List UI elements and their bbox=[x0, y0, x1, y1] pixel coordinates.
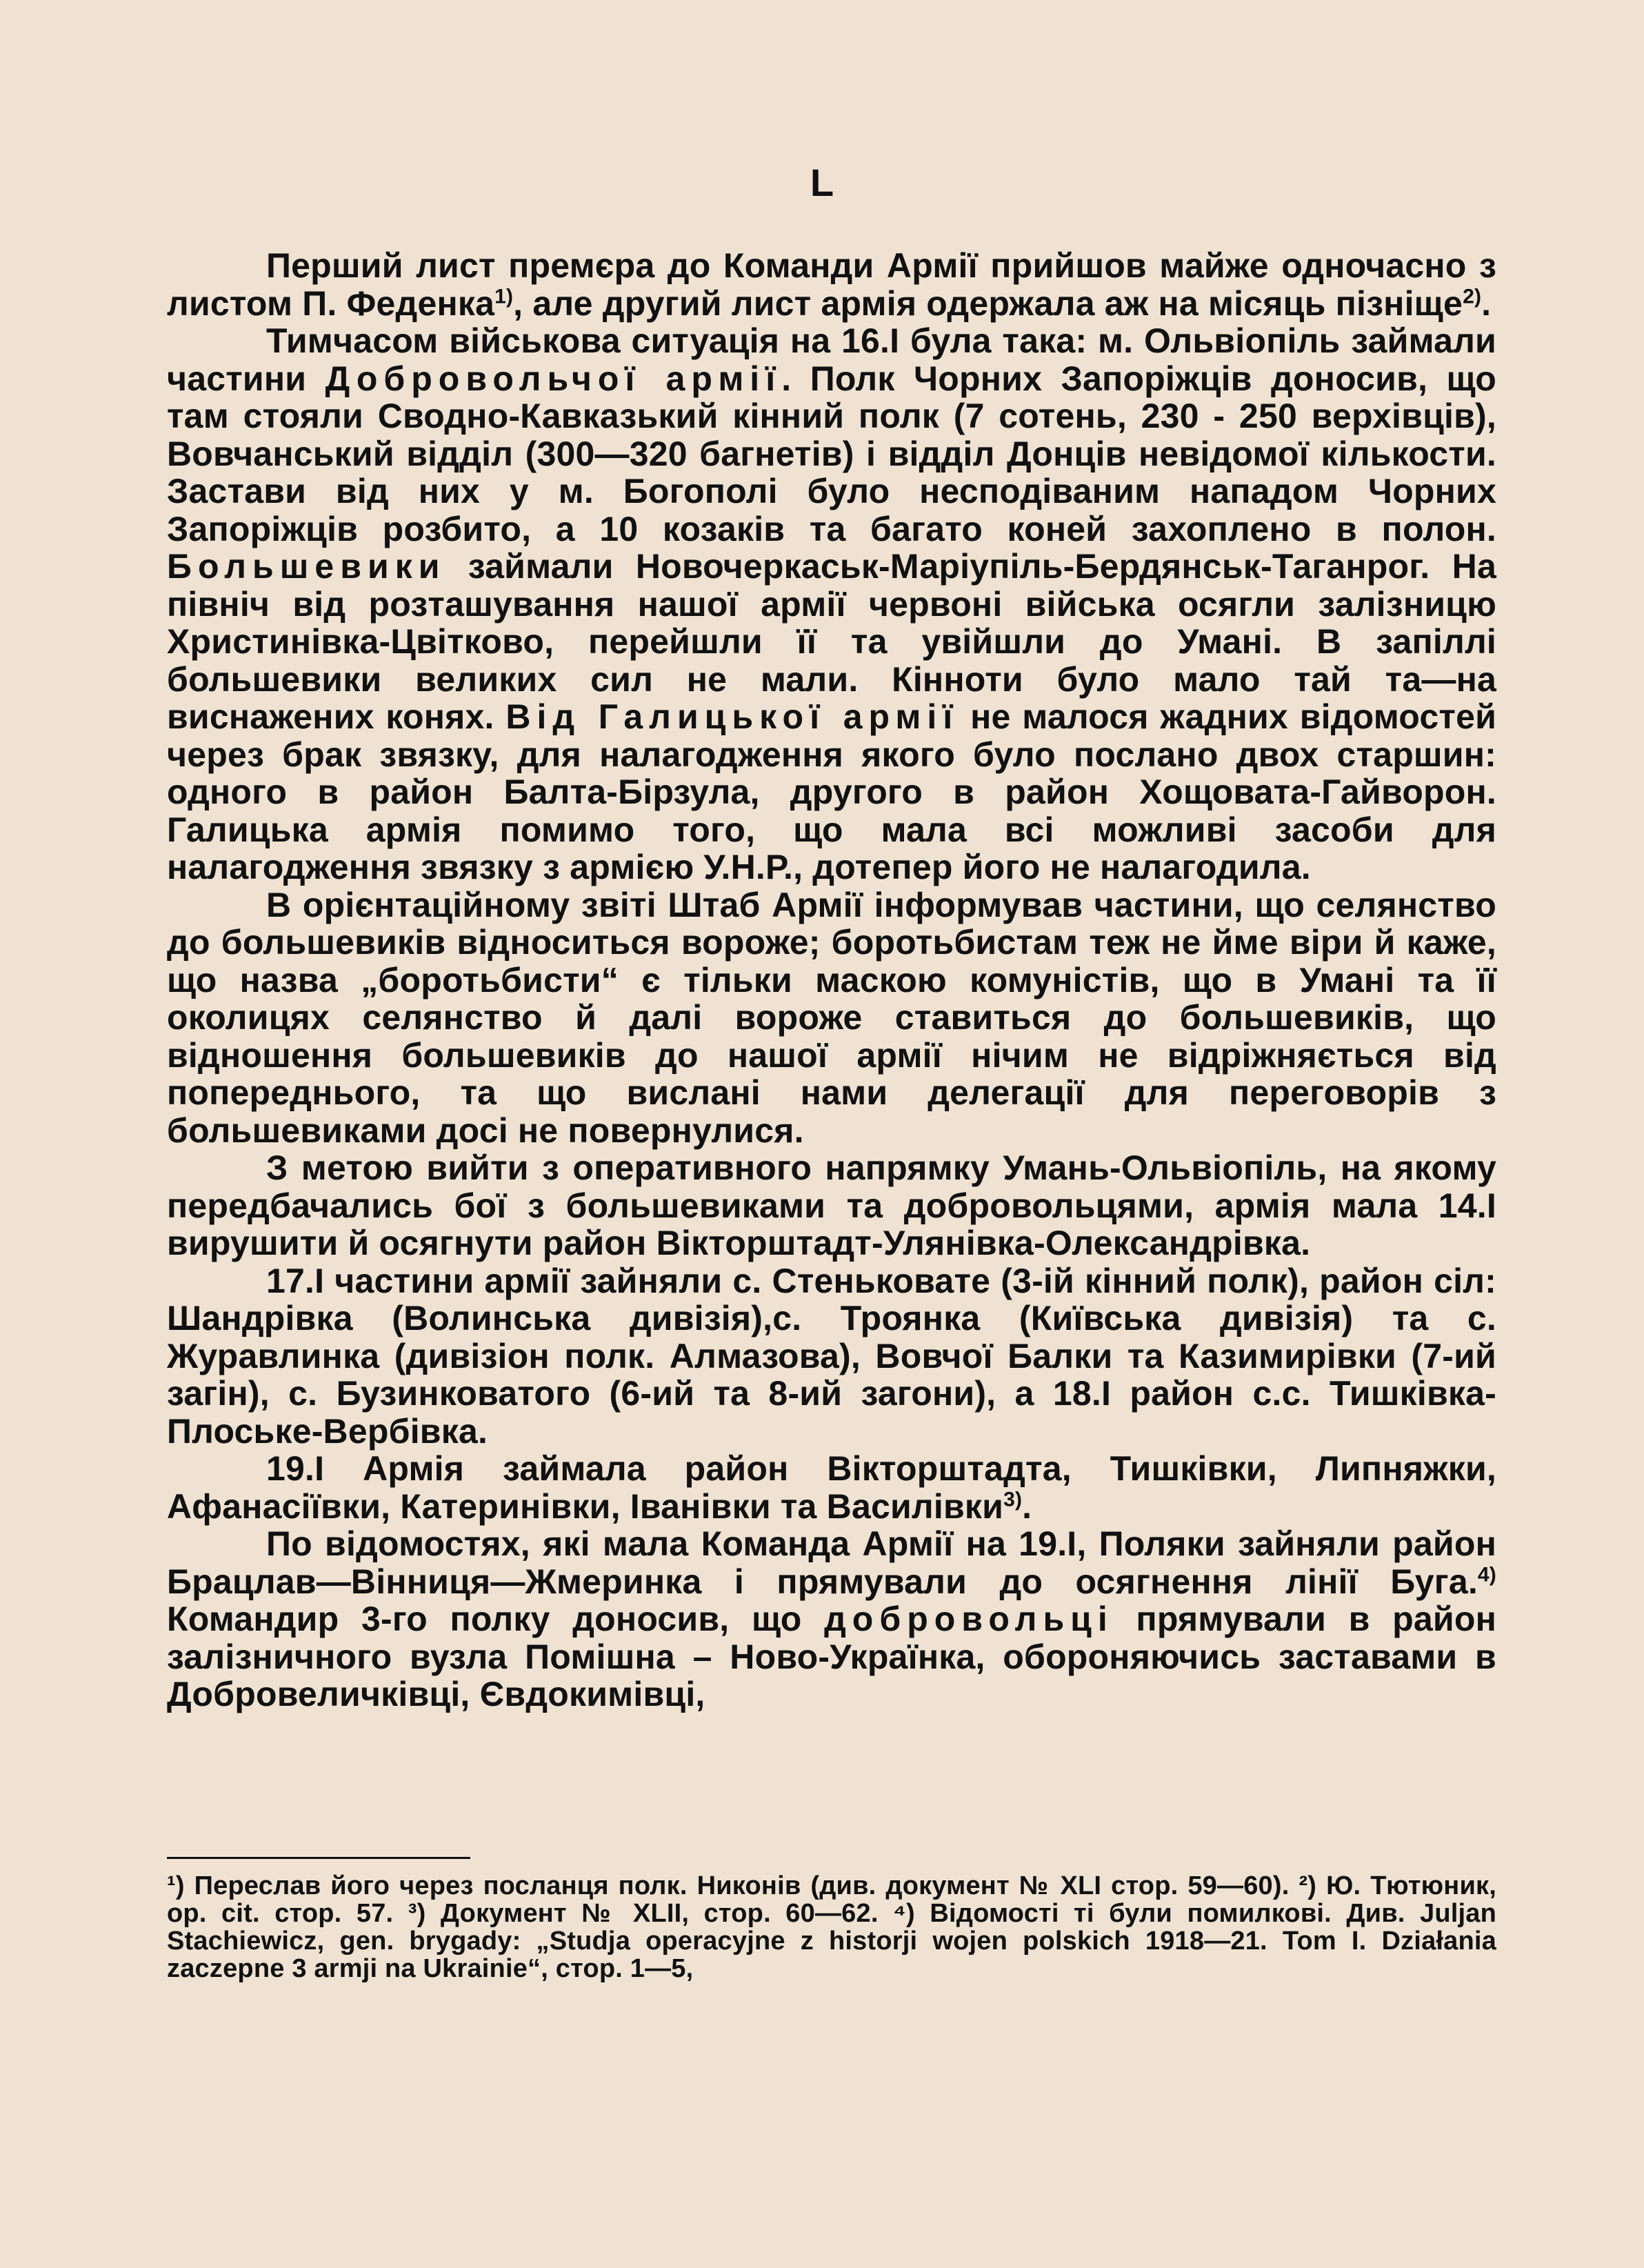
page-number: L bbox=[810, 161, 834, 204]
paragraph-2: Тимчасом військова ситуація на 16.I була така: м. Ольвіопіль займали частини Добровольчої армії. Полк Чорних Запоріжців доносив, що там стояли Сводно-Кавказький кінний полк (7 сотень, 230 - 250 верхівців), Вовчанський відділ (300—320 багнетів) і відділ Донців невідомої кількости. Застави від них у м. Богополі було несподіваним нападом Чорних Запоріжців розбито, а 10 козаків та багато коней захоплено в полон. Большевики займали Новочеркаськ-Маріупіль-Бердянськ-Таганрог. На північ від розташування нашої армії червоні війська осягли залізницю Христинівка-Цвітково, перейшли її та увійшли до Умані. В запіллі большевики великих сил не мали. Кінноти було мало тай та—на виснажених конях. Від Галицької армії не малося жадних відомостей через брак звязку, для налагодження якого було послано двох старшин: одного в район Балта-Бірзула, другого в район Хощовата-Гайворон. Галицька армія помимо того, що мала всі можливі засоби для налагодження звязку з армією У.Н.Р., дотепер його не налагодила. bbox=[167, 321, 1497, 886]
paragraph-1: Перший лист премєра до Команди Армії прийшов майже одночасно з листом П. Феденка$^{1)}$, але другий лист армія одержала аж на місяць пізніще$^{2)}$. bbox=[167, 246, 1496, 323]
footnotes-text: ¹) Переслав його через посланця полк. Никонів (див. документ № XLI стор. 59—60). ²) Ю. Тютюник, ор. cit. стор. 57. ³) Документ № XLII, стор. 60—62. ⁴) Відомості ті були помилкові. Див. Juljan Stachiewicz, gen. brygady: „Studja operacyjne z historji wojen polskich 1918—21. Tom I. Działania zaczepne 3 armji na Ukrainie“, стор. 1—5, bbox=[167, 1871, 1496, 1983]
spaced-emphasis: Від Галицької армії bbox=[505, 697, 959, 736]
spaced-emphasis: Большевики bbox=[167, 547, 446, 586]
paragraph-6: 19.I Армія займала район Вікторштадта, Тишківки, Липняжки, Афанасіївки, Катеринівки, Іванівки та Василівки$^{3)}$. bbox=[167, 1449, 1496, 1526]
footnote-ref-1: 1) bbox=[494, 284, 514, 308]
main-text bbox=[167, 247, 1496, 1713]
footnote-ref-3: 3) bbox=[1003, 1487, 1023, 1511]
paragraph-7: По відомостях, які мала Команда Армії на 19.I, Поляки зайняли район Брацлав—Вінниця—Жмеринка і прямували до осягнення лінії Буга.$^{4)}$ Командир 3-го полку доносив, що добровольці прямували в район залізничного вузла Помішна – Ново-Українка, обороняючись заставами в Добровеличківці, Євдокимівці, bbox=[167, 1524, 1496, 1713]
spaced-emphasis: добровольці bbox=[824, 1600, 1114, 1638]
footnotes bbox=[167, 1872, 1496, 1982]
footnote-ref-4: 4) bbox=[1477, 1562, 1496, 1586]
paragraph-3: В орієнтаційному звіті Штаб Армії інформував частини, що селянство до большевиків відноситься вороже; боротьбистам теж не йме віри й каже, що назва „боротьбисти“ є тільки маскою комуністів, що в Умані та її околицях селянство й далі вороже ставиться до большевиків, що відношення большевиків до нашої армії нічим не відріжняється від попереднього, та що вислані нами делегації для переговорів з большевиками досі не повернулися. bbox=[167, 885, 1496, 1150]
footnote-ref-2: 2) bbox=[1463, 284, 1482, 308]
footnote-divider bbox=[167, 1857, 470, 1859]
paragraph-5: 17.I частини армії зайняли с. Стеньковате (3-ій кінний полк), район сіл: Шандрівка (Волинська дивізія),с. Троянка (Київська дивізія) та с. Журавлинка (дивізіон полк. Алмазова), Вовчої Балки та Казимирівки (7-ий загін), с. Бузинковатого (6-ий та 8-ий загони), а 18.I район с.с. Тишківка-Плоське-Вербівка. bbox=[167, 1261, 1496, 1451]
paragraph-4: З метою вийти з оперативного напрямку Умань-Ольвіопіль, на якому передбачались бої з большевиками та добровольцями, армія мала 14.I вирушити й осягнути район Вікторштадт-Улянівка-Олександрівка. bbox=[167, 1148, 1496, 1262]
spaced-emphasis: Добровольчої армії bbox=[325, 359, 782, 398]
